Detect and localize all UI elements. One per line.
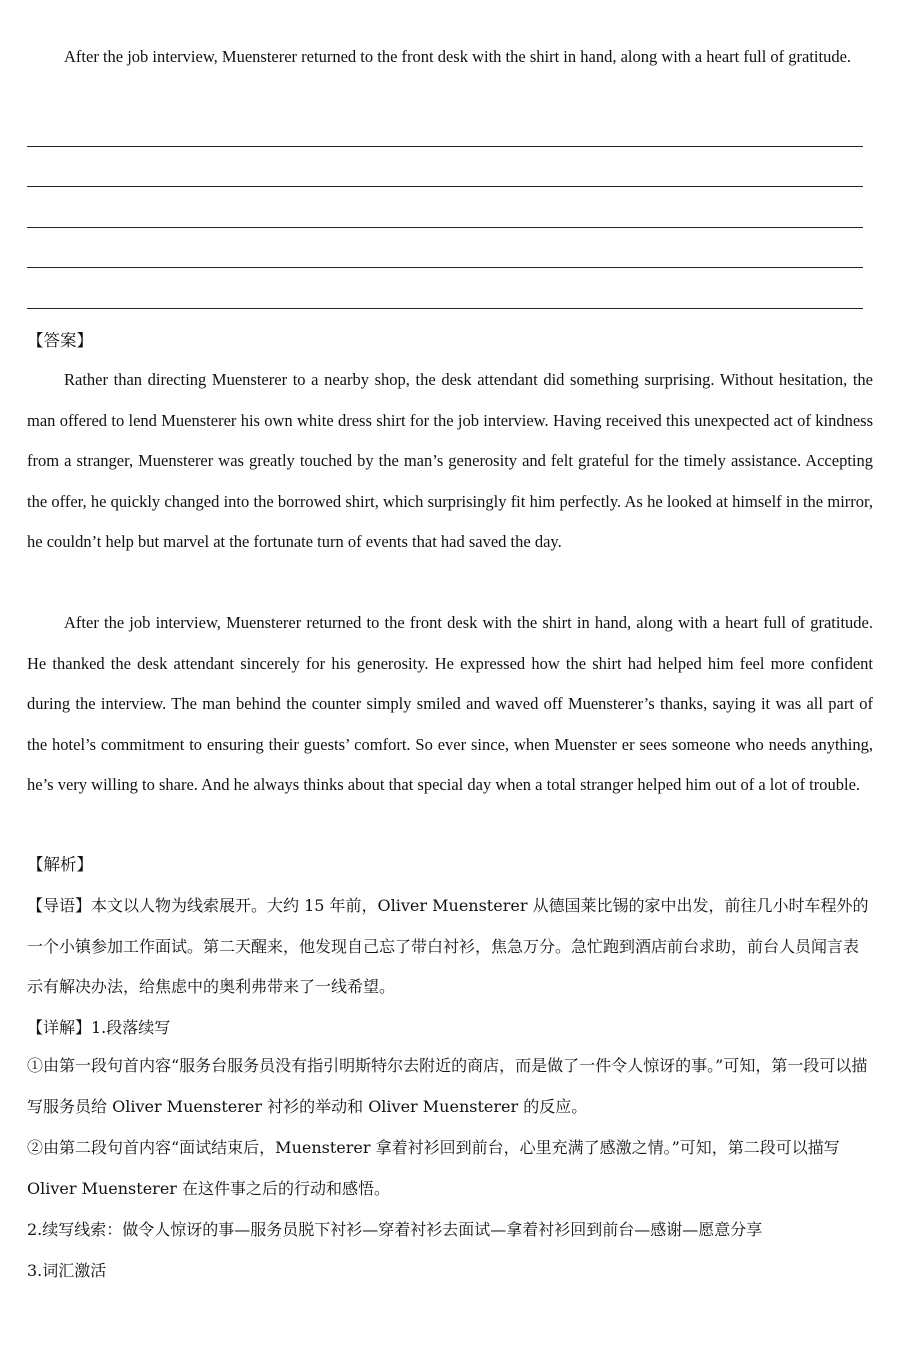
answer-paragraph-1: Rather than directing Muensterer to a nearby shop, the desk attendant did something surprising. Without hesitation, the man offered to lend Muensterer his own white dress shirt for the job interview. Having received this unexpected act of kindness from a stranger, Muensterer was greatly touched by the man’s generosity and felt grateful for the timely assistance. Accepting the offer, he quickly changed into the borrowed shirt, which surprisingly fit him perfectly. As he looked at himself in the mirror, he couldn’t help but marvel at the fortunate turn of events that had saved the day. [27,370,873,551]
writing-line [27,227,863,228]
writing-line [27,267,863,268]
analysis-vocab: 3.词汇激活 [27,1261,107,1280]
writing-line [27,308,863,309]
prompt-paragraph-2-start: After the job interview, Muensterer returned to the front desk with the shirt in hand, along with a heart full of gratitude. [64,47,852,66]
analysis-clues: 2.续写线索：做令人惊讶的事—服务员脱下衬衫—穿着衬衫去面试—拿着衬衫回到前台—感谢—愿意分享 [27,1220,763,1239]
answer-paragraph-2: After the job interview, Muensterer returned to the front desk with the shirt in hand, along with a heart full of gratitude. He thanked the desk attendant sincerely for his generosity. He expressed how the shirt had helped him feel more confident during the interview. The man behind the counter simply smiled and waved off Muensterer’s thanks, saying it was all part of the hotel’s commitment to ensuring their guests’ comfort. So ever since, when Muenster er sees someone who needs anything, he’s very willing to share. And he always thinks about that special day when a total stranger helped him out of a lot of trouble. [27,613,873,794]
writing-line [27,146,863,147]
writing-line [27,186,863,187]
analysis-point-1: ①由第一段句首内容“服务台服务员没有指引明斯特尔去附近的商店，而是做了一件令人惊讶的事。”可知，第一段可以描写服务员给 Oliver Muensterer 衬衫的举动和 Oliver Muensterer 的反应。 [27,1056,868,1116]
analysis-point-2: ②由第二段句首内容“面试结束后，Muensterer 拿着衬衫回到前台，心里充满了感激之情。”可知，第二段可以描写 Oliver Muensterer 在这件事之后的行动和感悟。 [27,1138,840,1198]
answer-label: 【答案】 [27,331,93,350]
analysis-label: 【解析】 [27,855,93,874]
analysis-intro: 【导语】本文以人物为线索展开。大约 15 年前，Oliver Muensterer 从德国莱比锡的家中出发，前往几小时车程外的一个小镇参加工作面试。第二天醒来，他发现自己忘了带白衬衫，焦急万分。急忙跑到酒店前台求助，前台人员闻言表示有解决办法，给焦虑中的奥利弗带来了一线希望。 [27,896,869,996]
analysis-detail-heading: 【详解】1.段落续写 [27,1018,171,1037]
